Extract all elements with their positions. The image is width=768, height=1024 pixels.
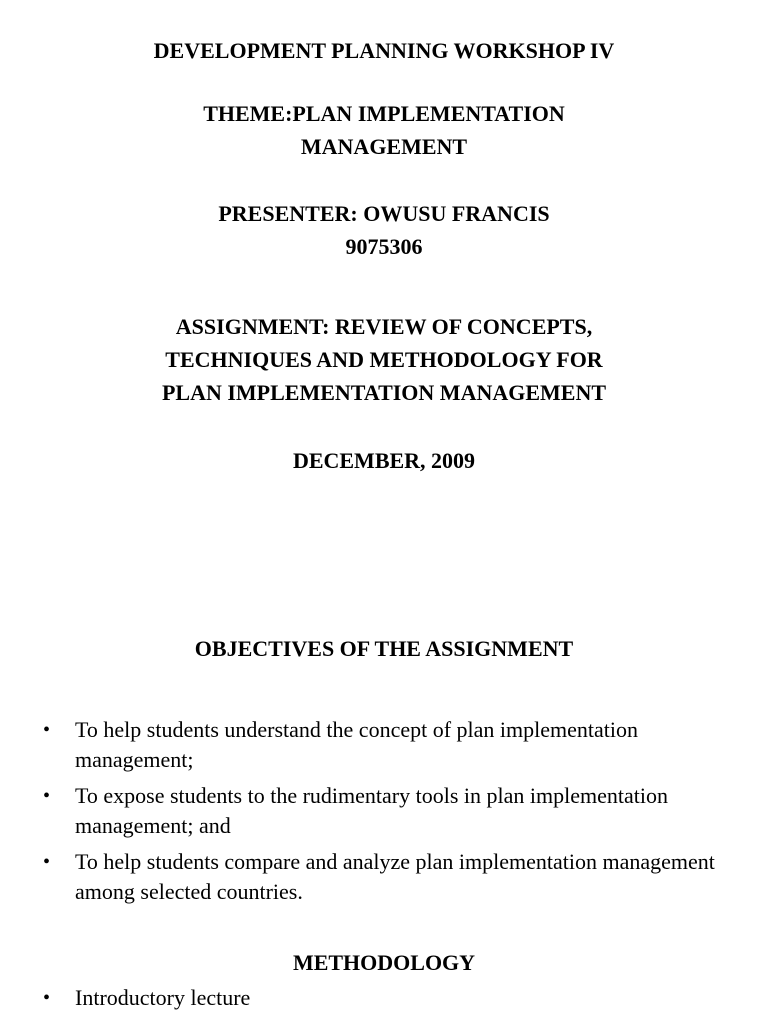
theme-line-2: MANAGEMENT bbox=[300, 134, 468, 159]
presenter-name: PRESENTER: OWUSU FRANCIS bbox=[218, 201, 550, 226]
methodology-list bbox=[0, 983, 768, 1019]
workshop-title bbox=[0, 34, 768, 67]
list-item bbox=[0, 847, 768, 907]
assignment-line-2: TECHNIQUES AND METHODOLOGY FOR bbox=[165, 347, 603, 372]
objective-text: To help students understand the concept of plan implementation management; bbox=[75, 717, 638, 772]
bullet-icon: • bbox=[43, 851, 51, 873]
methodology-heading-text: METHODOLOGY bbox=[292, 950, 476, 975]
bullet-icon: • bbox=[43, 719, 51, 741]
objective-text: To expose students to the rudimentary tools in plan implementation management; and bbox=[75, 783, 668, 838]
bullet-icon: • bbox=[43, 987, 51, 1009]
objectives-list bbox=[0, 715, 768, 913]
objectives-heading-text: OBJECTIVES OF THE ASSIGNMENT bbox=[194, 636, 574, 661]
workshop-title-text: DEVELOPMENT PLANNING WORKSHOP IV bbox=[153, 38, 615, 63]
date-heading bbox=[0, 444, 768, 477]
objective-text: To help students compare and analyze plan implementation management among selected countries. bbox=[75, 849, 715, 904]
assignment-line-1: ASSIGNMENT: REVIEW OF CONCEPTS, bbox=[175, 314, 593, 339]
assignment-heading bbox=[0, 310, 768, 409]
list-item bbox=[0, 983, 768, 1013]
methodology-heading bbox=[0, 946, 768, 979]
list-item bbox=[0, 781, 768, 841]
presenter-id: 9075306 bbox=[345, 234, 423, 259]
theme-line-1: THEME:PLAN IMPLEMENTATION bbox=[203, 101, 565, 126]
theme-heading bbox=[0, 97, 768, 163]
list-item bbox=[0, 715, 768, 775]
bullet-icon: • bbox=[43, 785, 51, 807]
presenter-heading bbox=[0, 197, 768, 263]
methodology-text: Introductory lecture bbox=[75, 985, 251, 1010]
objectives-heading bbox=[0, 632, 768, 665]
date-text: DECEMBER, 2009 bbox=[292, 448, 476, 473]
assignment-line-3: PLAN IMPLEMENTATION MANAGEMENT bbox=[161, 380, 607, 405]
